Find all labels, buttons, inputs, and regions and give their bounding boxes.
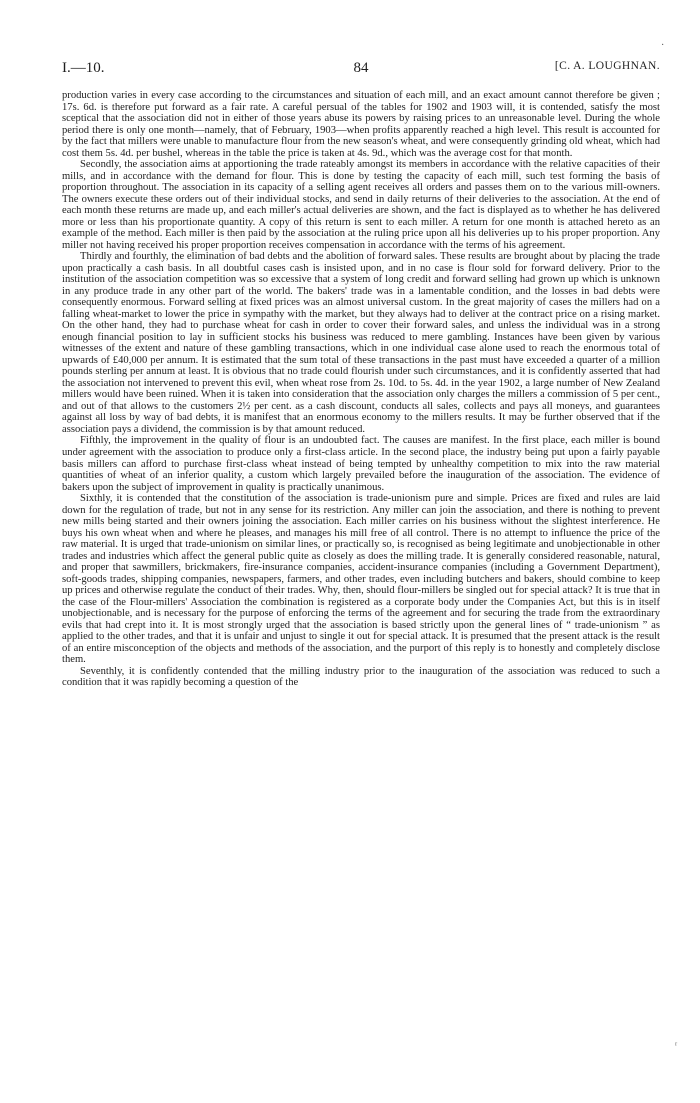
paragraph: Seventhly, it is confidently contended that the milling industry prior to the inauguration of the association was reduced to such a condition that it was rapidly becoming a question of the	[62, 665, 660, 689]
paragraph: Fifthly, the improvement in the quality of flour is an undoubted fact. The causes are manifest. In the first place, each miller is bound under agreement with the association to produce only a first-class article. In the second place, the industry being put upon a fairly payable basis millers can afford to purchase first-class wheat instead of being tempted by unhealthy competition to mix into the raw material quantities of wheat of an inferior quality, a custom which largely prevailed before the inauguration of the association. The evidence of bakers upon the subject of improvement in quality is practically unanimous.	[62, 435, 660, 493]
paragraph: Secondly, the association aims at apportioning the trade rateably amongst its members in accordance with the relative capacities of their mills, and in accordance with the demand for flour. This is done by testing the capacity of each mill, such test forming the basis of proportion throughout. The association in its capacity of a selling agent receives all orders and passes them on to the various mill-owners. The owners execute these orders out of their individual stocks, and send in daily returns of their deliveries to the association. At the end of each month these returns are made up, and each miller's actual deliveries are shown, and the fact is displayed as to whether he has delivered more or less than his proportionate quantity. A copy of this return is sent to each miller. A return for one month is attached hereto as an example of the method. Each miller is then paid by the association at the ruling price upon all his deliveries up to his proper proportion. Any miller not having received his proper proportion receives compensation in accordance with the terms of his agreement.	[62, 159, 660, 251]
body-text	[62, 90, 660, 689]
margin-mark: ʳ	[675, 1040, 678, 1051]
scan-mark: ·	[661, 40, 665, 51]
paragraph: Thirdly and fourthly, the elimination of bad debts and the abolition of forward sales. These results are brought about by placing the trade upon practically a cash basis. In all doubtful cases cash is insisted upon, and in no case is flour sold for forward delivery. Prior to the institution of the association competition was so excessive that a system of long credit and forward selling had grown up which is unknown in any produce trade in any other part of the world. The bakers' trade was in a lamentable condition, and the losses in bad debts were consequently enormous. Forward selling at fixed prices was an almost universal custom. In the great majority of cases the millers had on a falling wheat-market to lower the price in sympathy with the market, but they always had to deliver at the contract price on a rising market. On the other hand, they had to purchase wheat for cash in order to cover their forward sales, and unless the individual was in a strong enough financial position to lay in sufficient stocks his business was reduced to mere gambling. Instances have been given by various witnesses of the extent and nature of these gambling transactions, which in one individual case alone used to reach the enormous total of upwards of £40,000 per annum. It is estimated that the sum total of these transactions in the past must have exceeded a quarter of a million pounds sterling per annum at least. It is obvious that no trade could flourish under such circumstances, and it is confidently asserted that had the association not intervened to prevent this evil, when wheat rose from 2s. 10d. to 5s. 4d. in the year 1902, a large number of New Zealand millers would have been ruined. When it is taken into consideration that the association only charges the millers a commission of 5 per cent., and out of that allows to the customers 2½ per cent. as a cash discount, conducts all sales, collects and pays all moneys, and guarantees against all loss by way of bad debts, it is manifest that an enormous economy to the millers results. It may be further observed that if the association pays a dividend, the commission is by that amount reduced.	[62, 251, 660, 435]
paragraph: Sixthly, it is contended that the constitution of the association is trade-unionism pure and simple. Prices are fixed and rules are laid down for the regulation of trade, but not in any sense for its restriction. Any miller can join the association, and there is nothing to prevent new mills being started and their owners joining the association. Each miller carries on his business without the slightest interference. He buys his own wheat when and where he pleases, and manages his mill free of all control. There is no attempt to influence the price of the raw material. It is urged that trade-unionism on similar lines, or practically so, is recognised as being legitimate and unobjectionable in other trades and industries which affect the general public quite as closely as does the milling trade. It is generally considered reasonable, natural, and proper that sawmillers, brickmakers, fire-insurance companies, accident-insurance companies (including a Government Department), soft-goods trades, shipping companies, newspapers, farmers, and other trades, even including butchers and bakers, should combine to keep up prices and otherwise regulate the conduct of their trades. Why, then, should flour-millers be singled out for special attack? It is true that in the case of the Flour-millers' Association the combination is registered as a corporate body under the Companies Act, but this is in itself unobjectionable, and is necessary for the purpose of enforcing the terms of the agreement and for securing the trade from the extraordinary evils that had crept into it. It is most strongly urged that the association is based strictly upon the general lines of “ trade-unionism ” as applied to the other trades, and that it is unfair and unjust to single it out for special attack. It is presumed that the present attack is the result of an entire misconception of the objects and methods of the association, and the purport of this reply is to honestly and completely disclose them.	[62, 493, 660, 666]
document-page	[62, 60, 660, 689]
running-header	[62, 60, 660, 82]
paragraph: production varies in every case according to the circumstances and situation of each mill, and an exact amount cannot therefore be given ; 17s. 6d. is therefore put forward as a fair rate. A careful persual of the tables for 1902 and 1903 will, it is contended, satisfy the most sceptical that the association did not in either of those years abuse its powers by raising prices to an unreasonable level. During the whole period there is only one month—namely, that of February, 1903—when profits apparently reached a high level. This result is accounted for by the fact that millers were unable to manufacture flour from the new season's wheat, and were consequently grinding old wheat, which had cost them 5s. 4d. per bushel, whereas in the table the price is taken at 4s. 9d., which was the average cost for that month.	[62, 90, 660, 159]
page-reference: I.—10.	[62, 60, 105, 76]
page-number: 84	[353, 60, 369, 76]
author-name: [C. A. LOUGHNAN.	[554, 60, 660, 72]
